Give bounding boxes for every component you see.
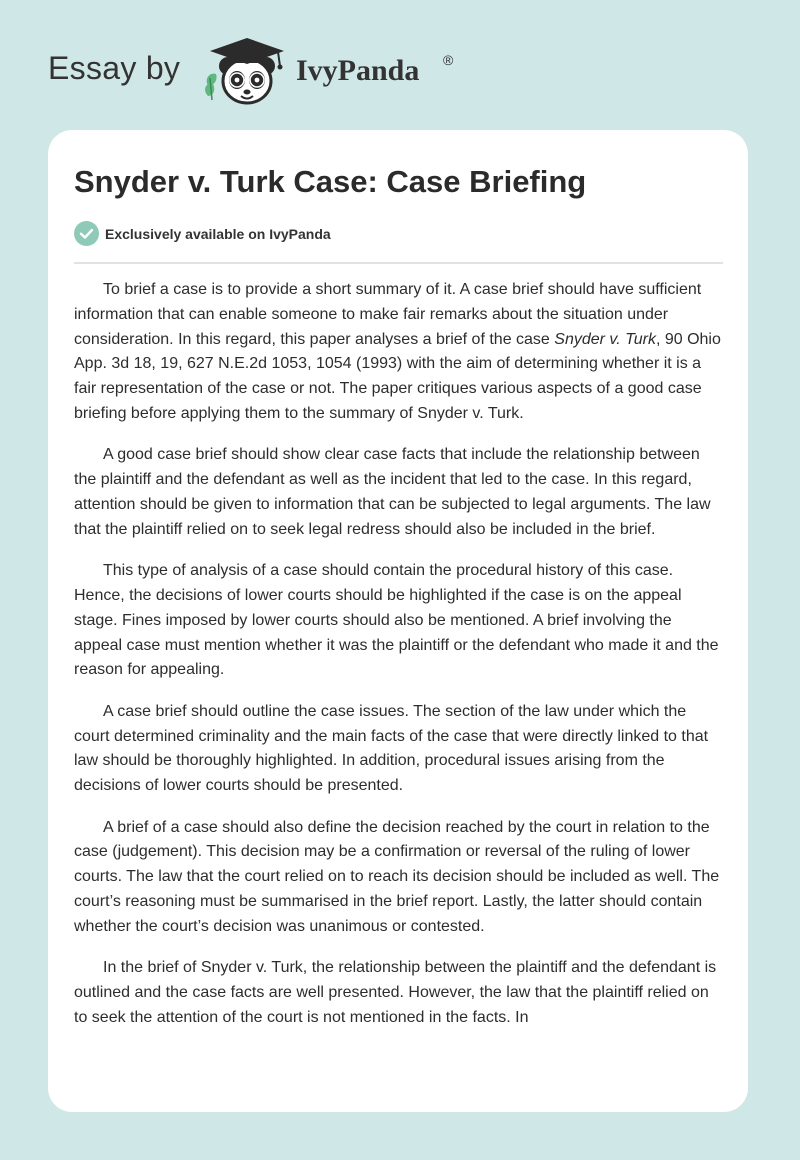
essay-card [48, 130, 748, 1112]
paragraph-text: In the brief of Snyder v. Turk, the relationship between the plaintiff and the defendant is outlined and the case facts are well presented. However, the law that the plaintiff relied on to seek the attention of the court is not mentioned in the facts. In [74, 959, 717, 1026]
page-title: Snyder v. Turk Case: Case Briefing [74, 164, 587, 199]
paragraph-text: This type of analysis of a case should contain the procedural history of this case. Hence, the decisions of lower courts should be highlighted if the case is on the appeal stage. Fines imposed by lower courts should also be mentioned. A brief involving the appeal case must mention whether it was the plaintiff or the defendant who made it and the reason for appealing. [74, 562, 719, 679]
essay-paragraph [74, 816, 724, 940]
essay-paragraph [74, 700, 724, 799]
case-citation: Snyder v. Turk [554, 330, 656, 348]
brand-name[interactable]: IvyPanda [296, 54, 420, 87]
essay-paragraph [74, 559, 724, 683]
registered-mark: ® [443, 52, 454, 68]
divider [74, 262, 723, 264]
paragraph-text: A brief of a case should also define the decision reached by the court in relation to the case (judgement). This decision may be a confirmation or reversal of the ruling of lower courts. The law that the court relied on to reach its decision should be included as well. The court’s reasoning must be summarised in the brief report. Lastly, the latter should contain whether the court’s decision was unanimous or contested. [74, 818, 720, 935]
essay-paragraph [74, 278, 724, 427]
site-header [48, 34, 508, 114]
essay-paragraph [74, 956, 724, 1030]
essay-body [74, 278, 724, 1047]
paragraph-text: A good case brief should show clear case facts that include the relationship between the plaintiff and the defendant as well as the incident that led to the case. In this regard, attention should be given to information that can be subjected to legal arguments. The law that the plaintiff relied on to seek legal redress should also be included in the brief. [74, 446, 711, 538]
paragraph-text: A case brief should outline the case issues. The section of the law under which the court determined criminality and the main facts of the case that were directly linked to that law should be thoroughly highlighted. In addition, procedural issues arising from the decisions of lower courts should be presented. [74, 702, 709, 795]
panda-graduation-cap-icon[interactable] [200, 34, 290, 110]
check-circle-icon [74, 221, 99, 246]
paragraph-text: To brief a case is to provide a short summary of it. A case brief should have sufficient information that can enable someone to make fair remarks about the situation under consideration. In this regard, this paper analyses a brief of the case [74, 281, 702, 348]
paragraph-text: , 90 Ohio App. 3d 18, 19, 627 N.E.2d 1053, 1054 (1993) with the aim of determining whether it is a fair representation of the case or not. The paper critiques various aspects of a good case briefing before applying them to the summary of Snyder v. Turk. [74, 330, 721, 422]
essay-paragraph [74, 443, 724, 542]
essay-by-label: Essay by [48, 50, 181, 86]
exclusive-label: Exclusively available on IvyPanda [105, 226, 331, 242]
